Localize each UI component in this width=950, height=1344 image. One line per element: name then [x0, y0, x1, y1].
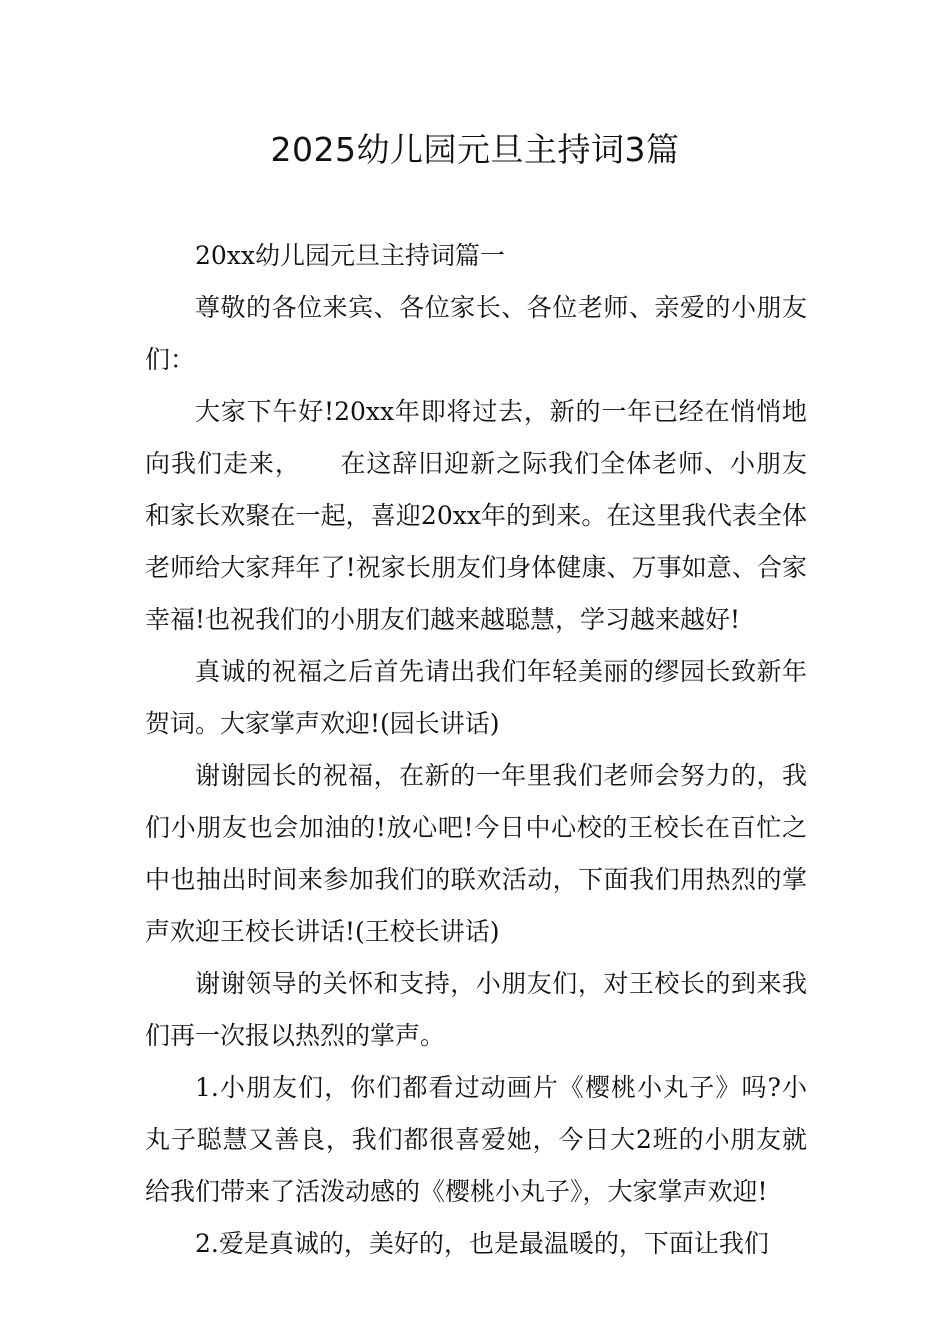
document-title: 2025幼儿园元旦主持词3篇: [270, 130, 680, 169]
section-heading: 20xx幼儿园元旦主持词篇一: [195, 241, 506, 270]
paragraph-program-1: 1.小朋友们，你们都看过动画片《樱桃小丸子》吗?小丸子聪慧又善良，我们都很喜爱她，今日大2班的小朋友就给我们带来了活泼动感的《樱桃小丸子》，大家掌声欢迎!: [145, 1073, 807, 1206]
paragraph-thanks: 谢谢领导的关怀和支持，小朋友们，对王校长的到来我们再一次报以热烈的掌声。: [145, 969, 807, 1050]
paragraph-greeting: 尊敬的各位来宾、各位家长、各位老师、亲爱的小朋友们：: [145, 293, 807, 374]
paragraph-director-speech: 真诚的祝福之后首先请出我们年轻美丽的缪园长致新年贺词。大家掌声欢迎!(园长讲话): [145, 657, 807, 738]
paragraph-opening: 大家下午好!20xx年即将过去，新的一年已经在悄悄地向我们走来， 在这辞旧迎新之际我们全体老师、小朋友和家长欢聚在一起，喜迎20xx年的到来。在这里我代表全体老师给大家拜年了!祝家长朋友们身体健康、万事如意、合家幸福!也祝我们的小朋友们越来越聪慧，学习越来越好!: [145, 397, 807, 634]
paragraph-principal-speech: 谢谢园长的祝福，在新的一年里我们老师会努力的，我们小朋友也会加油的!放心吧!今日中心校的王校长在百忙之中也抽出时间来参加我们的联欢活动，下面我们用热烈的掌声欢迎王校长讲话!(王校长讲话): [145, 761, 807, 946]
paragraph-program-2: 2.爱是真诚的，美好的，也是最温暖的，下面让我们: [195, 1229, 769, 1258]
document-body: [145, 230, 807, 1270]
